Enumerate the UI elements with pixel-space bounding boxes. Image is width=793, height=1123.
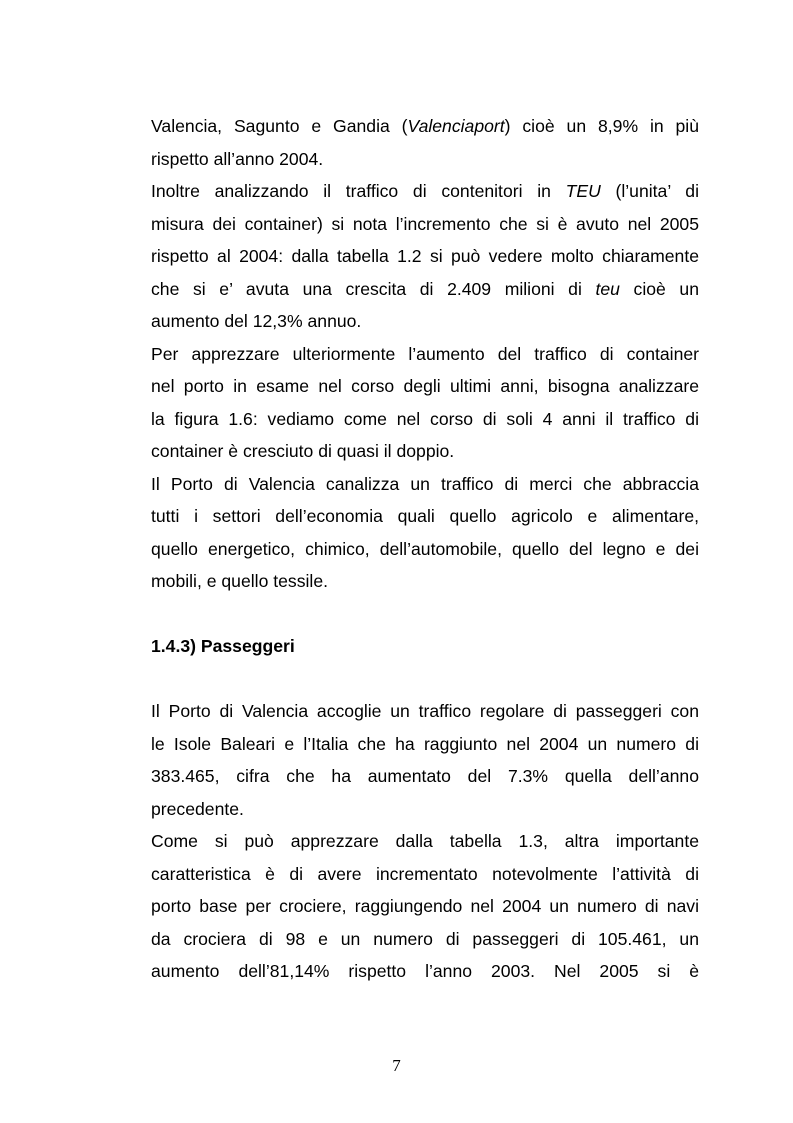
text-segment: Inoltre analizzando il traffico di contenitori in (151, 181, 566, 201)
text-line (151, 110, 699, 143)
italic-term: teu (595, 278, 620, 299)
text-line: la figura 1.6: vediamo come nel corso di soli 4 anni il traffico di (151, 408, 699, 429)
italic-term: TEU (565, 181, 601, 201)
text-segment: Valencia, Sagunto e Gandia ( (151, 116, 408, 136)
text-line: porto base per crociere, raggiungendo nel 2004 un numero di navi (151, 896, 699, 916)
text-line: quello energetico, chimico, dell’automobile, quello del legno e dei (151, 538, 699, 559)
text-segment: cioè un (619, 278, 699, 299)
text-segment: che si e’ avuta una crescita di 2.409 milioni di (151, 278, 596, 299)
section-heading: 1.4.3) Passeggeri (151, 636, 295, 656)
text-segment: (l’unita’ di (600, 181, 699, 201)
text-line: rispetto al 2004: dalla tabella 1.2 si può vedere molto chiaramente (151, 246, 699, 266)
text-line: nel porto in esame nel corso degli ultimi anni, bisogna analizzare (151, 376, 699, 396)
text-line (151, 175, 699, 208)
page-body (151, 110, 699, 988)
text-line: rispetto all’anno 2004. (151, 148, 324, 169)
text-line: Il Porto di Valencia accoglie un traffico regolare di passeggeri con (151, 701, 699, 721)
text-line: tutti i settori dell’economia quali quello agricolo e alimentare, (151, 506, 699, 526)
paragraph-gap (151, 598, 699, 631)
text-line: le Isole Baleari e l’Italia che ha raggiunto nel 2004 un numero di (151, 733, 699, 754)
text-line: Il Porto di Valencia canalizza un traffico di merci che abbraccia (151, 473, 699, 494)
text-line: misura dei container) si nota l’incremento che si è avuto nel 2005 (151, 213, 699, 234)
text-line: da crociera di 98 e un numero di passeggeri di 105.461, un (151, 928, 699, 949)
page-number: 7 (392, 1056, 401, 1075)
text-line: aumento del 12,3% annuo. (151, 311, 362, 331)
text-line: 383.465, cifra che ha aumentato del 7.3% quella dell’anno (151, 766, 699, 786)
text-line: aumento dell’81,14% rispetto l’anno 2003. Nel 2005 si è (151, 961, 699, 981)
text-line: container è cresciuto di quasi il doppio. (151, 441, 455, 461)
text-line: Per apprezzare ulteriormente l’aumento del traffico di container (151, 343, 699, 364)
paragraph-gap (151, 663, 699, 696)
text-line: caratteristica è di avere incrementato notevolmente l’attività di (151, 863, 699, 884)
text-line: Come si può apprezzare dalla tabella 1.3, altra importante (151, 831, 699, 851)
text-line (151, 273, 699, 306)
text-segment: ) cioè un 8,9% in più (504, 116, 700, 136)
italic-term: Valenciaport (407, 116, 505, 136)
text-line: precedente. (151, 798, 244, 819)
text-line: mobili, e quello tessile. (151, 571, 329, 591)
